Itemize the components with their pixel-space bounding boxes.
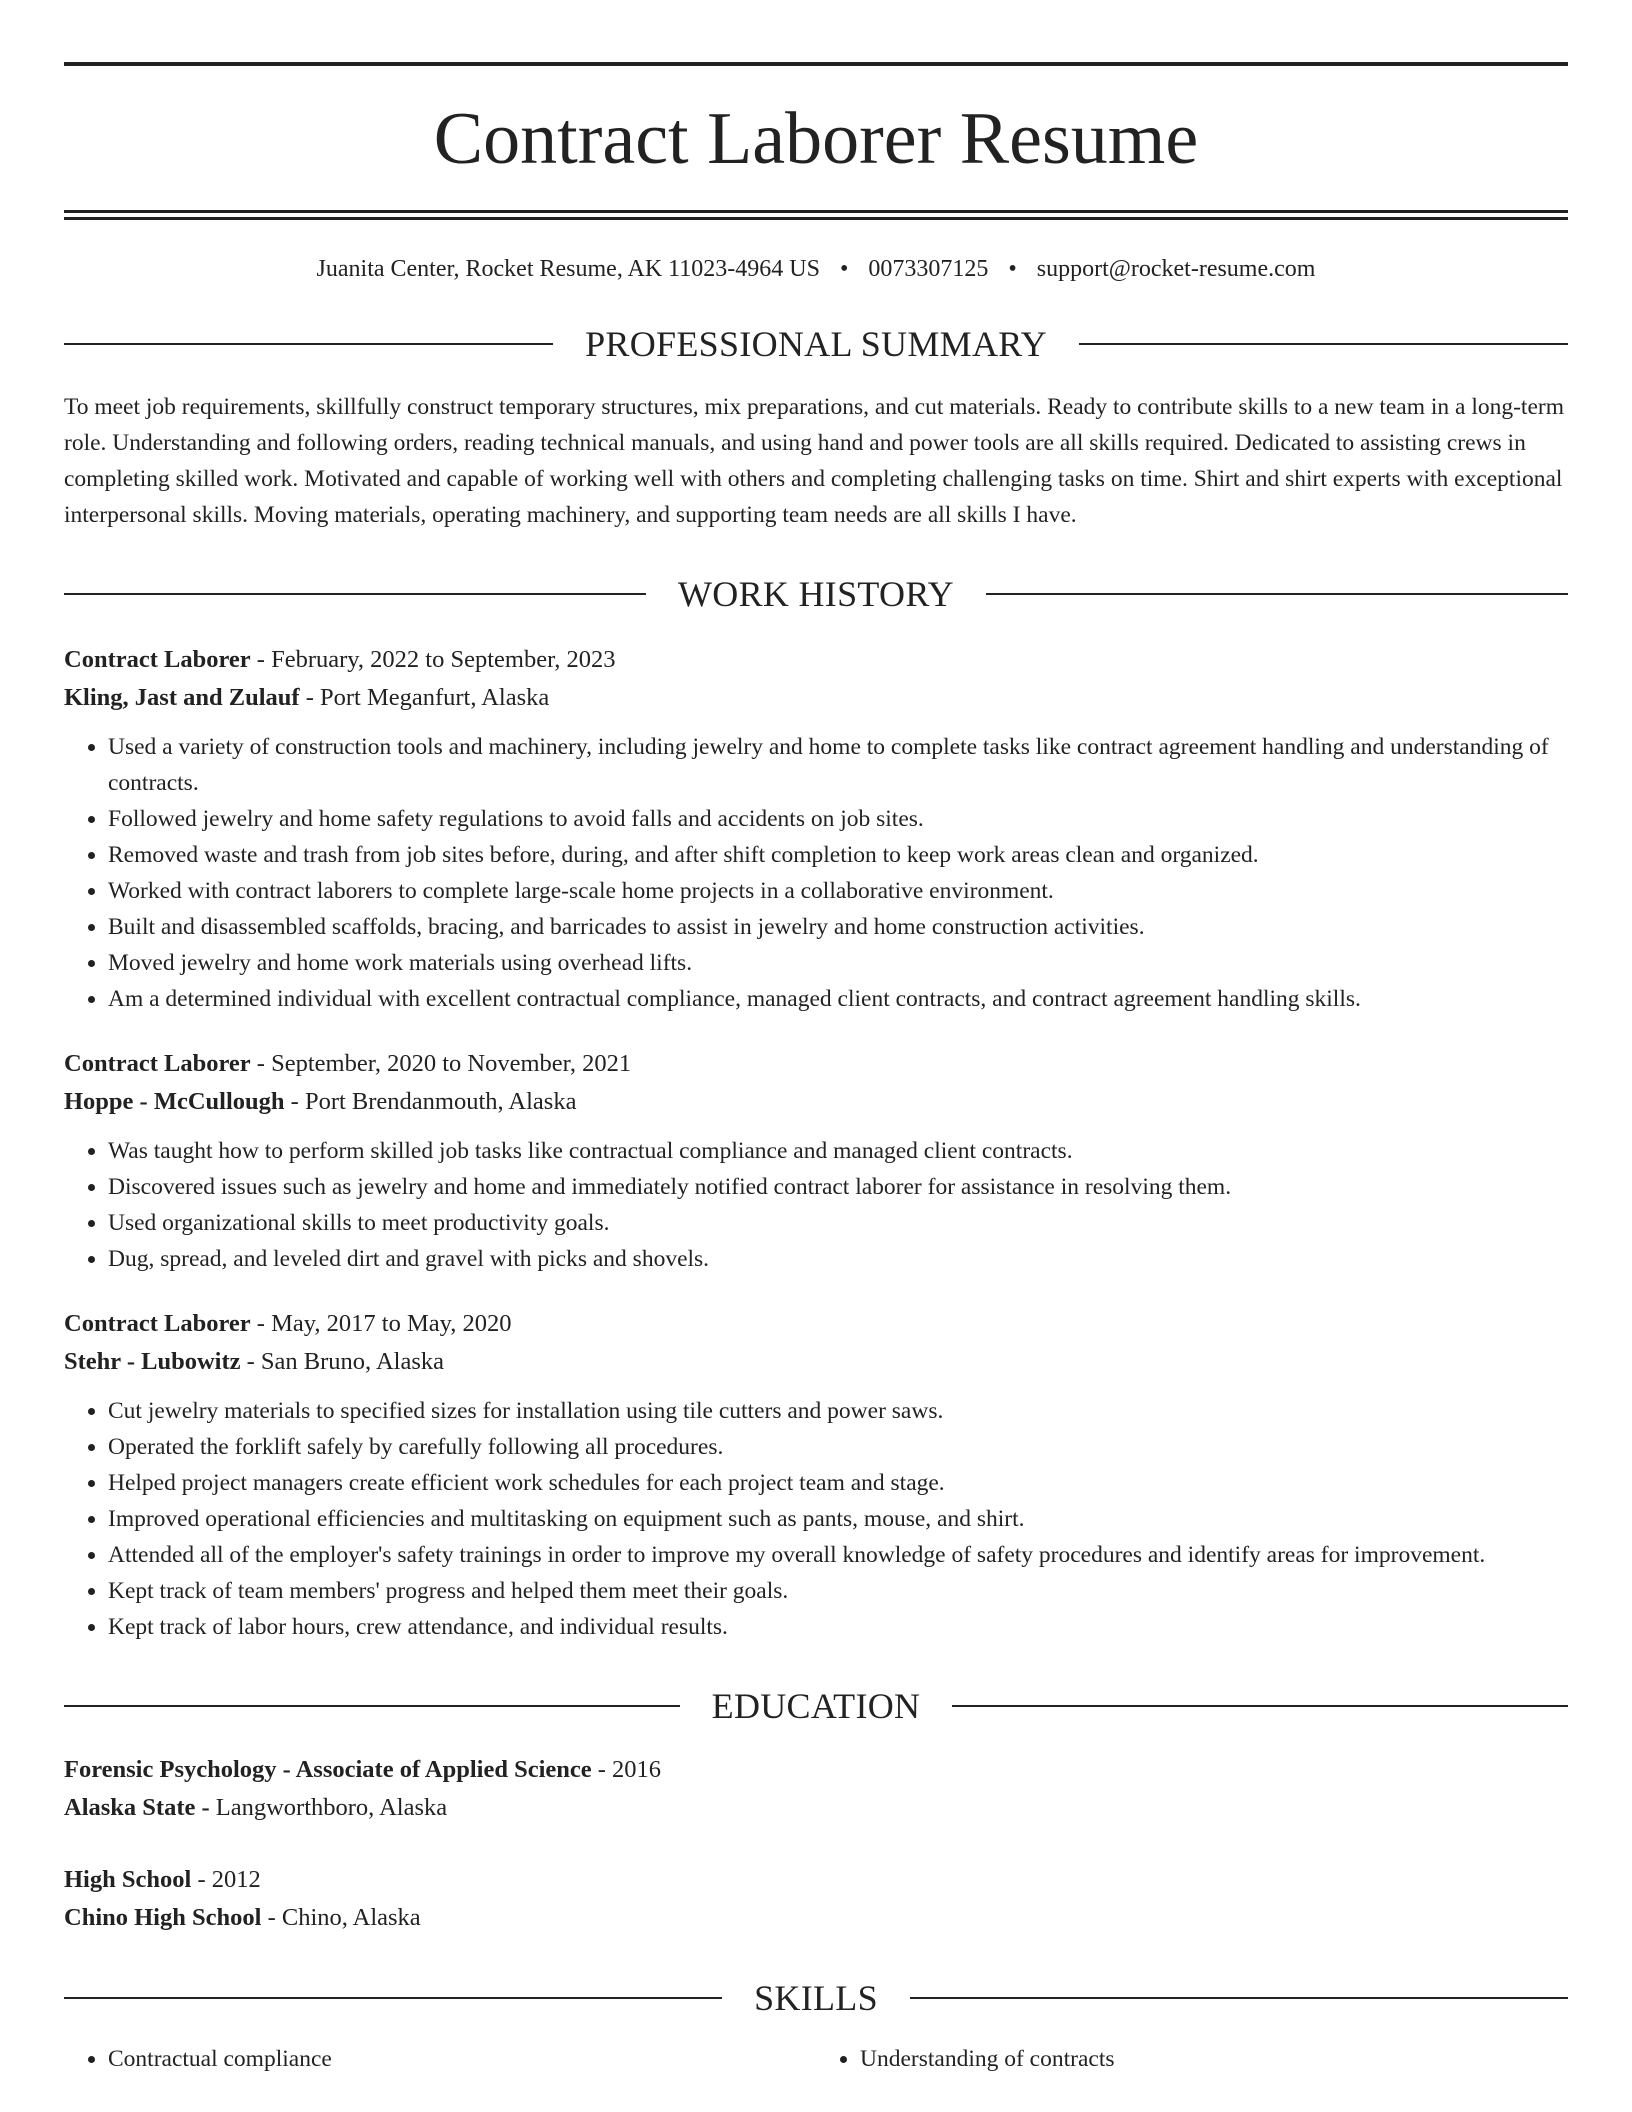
job-title-line <box>64 1045 1568 1083</box>
job-company: Kling, Jast and Zulauf <box>64 684 300 711</box>
section-title: WORK HISTORY <box>678 574 954 614</box>
contact-email: support@rocket-resume.com <box>1036 256 1316 282</box>
education-degree-line <box>64 1751 1568 1789</box>
list-item: • Built and disassembled scaffolds, bracing, and barricades to assist in jewelry and home construction activities. <box>108 909 1568 945</box>
heading-rule <box>952 1705 1568 1707</box>
section-title: PROFESSIONAL SUMMARY <box>585 324 1047 364</box>
education-degree: High School <box>64 1866 192 1893</box>
list-item: • Removed waste and trash from job sites before, during, and after shift completion to keep work areas clean and organized. <box>108 837 1568 873</box>
education-degree: Forensic Psychology - Associate of Applied Science <box>64 1756 592 1783</box>
job-title: Contract Laborer <box>64 1050 251 1077</box>
job-location: - San Bruno, Alaska <box>246 1348 444 1375</box>
list-item: • Worked with contract laborers to complete large-scale home projects in a collaborative environment. <box>108 873 1568 909</box>
heading-rule <box>64 343 553 345</box>
section-title: SKILLS <box>754 1978 878 2018</box>
job-location: - Port Brendanmouth, Alaska <box>290 1088 577 1115</box>
section-heading-education <box>64 1685 1568 1727</box>
section-title: EDUCATION <box>711 1686 921 1726</box>
contact-separator: • <box>1008 256 1017 282</box>
education-school-line <box>64 1789 1568 1827</box>
heading-rule <box>986 593 1568 595</box>
resume-page <box>64 0 1568 2077</box>
job-company-line <box>64 1083 1568 1121</box>
job-entry <box>64 641 1568 1017</box>
job-entry <box>64 1305 1568 1645</box>
job-bullets <box>64 1133 1568 1277</box>
job-bullets <box>64 729 1568 1017</box>
education-degree-line <box>64 1861 1568 1899</box>
heading-rule <box>64 1705 680 1707</box>
skill-item: • Contractual compliance <box>108 2041 816 2077</box>
education-school: Alaska State - <box>64 1794 210 1821</box>
list-item: • Improved operational efficiencies and multitasking on equipment such as pants, mouse, and shirt. <box>108 1501 1568 1537</box>
contact-separator: • <box>839 256 849 282</box>
contact-address: Juanita Center, Rocket Resume, AK 11023-4964 US <box>316 256 820 282</box>
education-entry <box>64 1861 1568 1937</box>
list-item: • Was taught how to perform skilled job tasks like contractual compliance and managed client contracts. <box>108 1133 1568 1169</box>
list-item: • Used a variety of construction tools and machinery, including jewelry and home to complete tasks like contract agreement handling and understanding of contracts. <box>108 729 1568 801</box>
job-company: Hoppe - McCullough <box>64 1088 285 1115</box>
skills-column-right <box>816 2041 1568 2077</box>
heading-rule <box>910 1997 1568 1999</box>
summary-text: To meet job requirements, skillfully construct temporary structures, mix preparations, and cut materials. Ready to contribute skills to a new team in a long-term role. Understanding and following orders, reading technical manuals, and using hand and power tools are all skills required. Dedicated to assisting crews in completing skilled work. Motivated and capable of working well with others and completing challenging tasks on time. Shirt and shirt experts with exceptional interpersonal skills. Moving materials, operating machinery, and supporting team needs are all skills I have. <box>64 394 1564 528</box>
education-entry <box>64 1751 1568 1827</box>
skills-column-left <box>64 2041 816 2077</box>
heading-rule <box>64 593 646 595</box>
list-item: • Attended all of the employer's safety trainings in order to improve my overall knowledge of safety procedures and identify areas for improvement. <box>108 1537 1568 1573</box>
list-item: • Followed jewelry and home safety regulations to avoid falls and accidents on job sites. <box>108 801 1568 837</box>
list-item: • Used organizational skills to meet productivity goals. <box>108 1205 1568 1241</box>
education-school: Chino High School <box>64 1904 262 1931</box>
job-title: Contract Laborer <box>64 646 251 673</box>
job-company-line <box>64 1343 1568 1381</box>
contact-line <box>64 256 1568 283</box>
job-company-line <box>64 679 1568 717</box>
section-heading-work <box>64 573 1568 615</box>
education-school-line <box>64 1899 1568 1937</box>
section-heading-summary <box>64 323 1568 365</box>
list-item: • Am a determined individual with excellent contractual compliance, managed client contracts, and contract agreement handling skills. <box>108 981 1568 1017</box>
skills-list <box>64 2041 1568 2077</box>
heading-rule <box>1079 343 1568 345</box>
contact-phone: 0073307125 <box>868 256 989 282</box>
job-company: Stehr - Lubowitz <box>64 1348 241 1375</box>
list-item: • Dug, spread, and leveled dirt and gravel with picks and shovels. <box>108 1241 1568 1277</box>
list-item: • Operated the forklift safely by carefully following all procedures. <box>108 1429 1568 1465</box>
job-location: - Port Meganfurt, Alaska <box>305 684 550 711</box>
job-title: Contract Laborer <box>64 1310 251 1337</box>
page-title: Contract Laborer Resume <box>433 98 1199 180</box>
list-item: • Moved jewelry and home work materials using overhead lifts. <box>108 945 1568 981</box>
list-item: • Kept track of team members' progress and helped them meet their goals. <box>108 1573 1568 1609</box>
job-title-line <box>64 1305 1568 1343</box>
list-item: • Cut jewelry materials to specified sizes for installation using tile cutters and power saws. <box>108 1393 1568 1429</box>
work-history <box>64 641 1568 1645</box>
job-dates: - February, 2022 to September, 2023 <box>256 646 616 673</box>
education-location: Langworthboro, Alaska <box>215 1794 448 1821</box>
heading-rule <box>64 1997 722 1999</box>
skill-item: • Understanding of contracts <box>860 2041 1568 2077</box>
job-dates: - September, 2020 to November, 2021 <box>256 1050 632 1077</box>
section-heading-skills <box>64 1977 1568 2019</box>
job-dates: - May, 2017 to May, 2020 <box>256 1310 512 1337</box>
job-title-line <box>64 641 1568 679</box>
job-bullets <box>64 1393 1568 1645</box>
title-double-rule <box>64 210 1568 220</box>
list-item: • Helped project managers create efficient work schedules for each project team and stage. <box>108 1465 1568 1501</box>
list-item: • Discovered issues such as jewelry and home and immediately notified contract laborer for assistance in resolving them. <box>108 1169 1568 1205</box>
list-item: • Kept track of labor hours, crew attendance, and individual results. <box>108 1609 1568 1645</box>
education-year: - 2016 <box>597 1756 662 1783</box>
education-location: - Chino, Alaska <box>267 1904 421 1931</box>
job-entry <box>64 1045 1568 1277</box>
education-year: - 2012 <box>197 1866 261 1893</box>
